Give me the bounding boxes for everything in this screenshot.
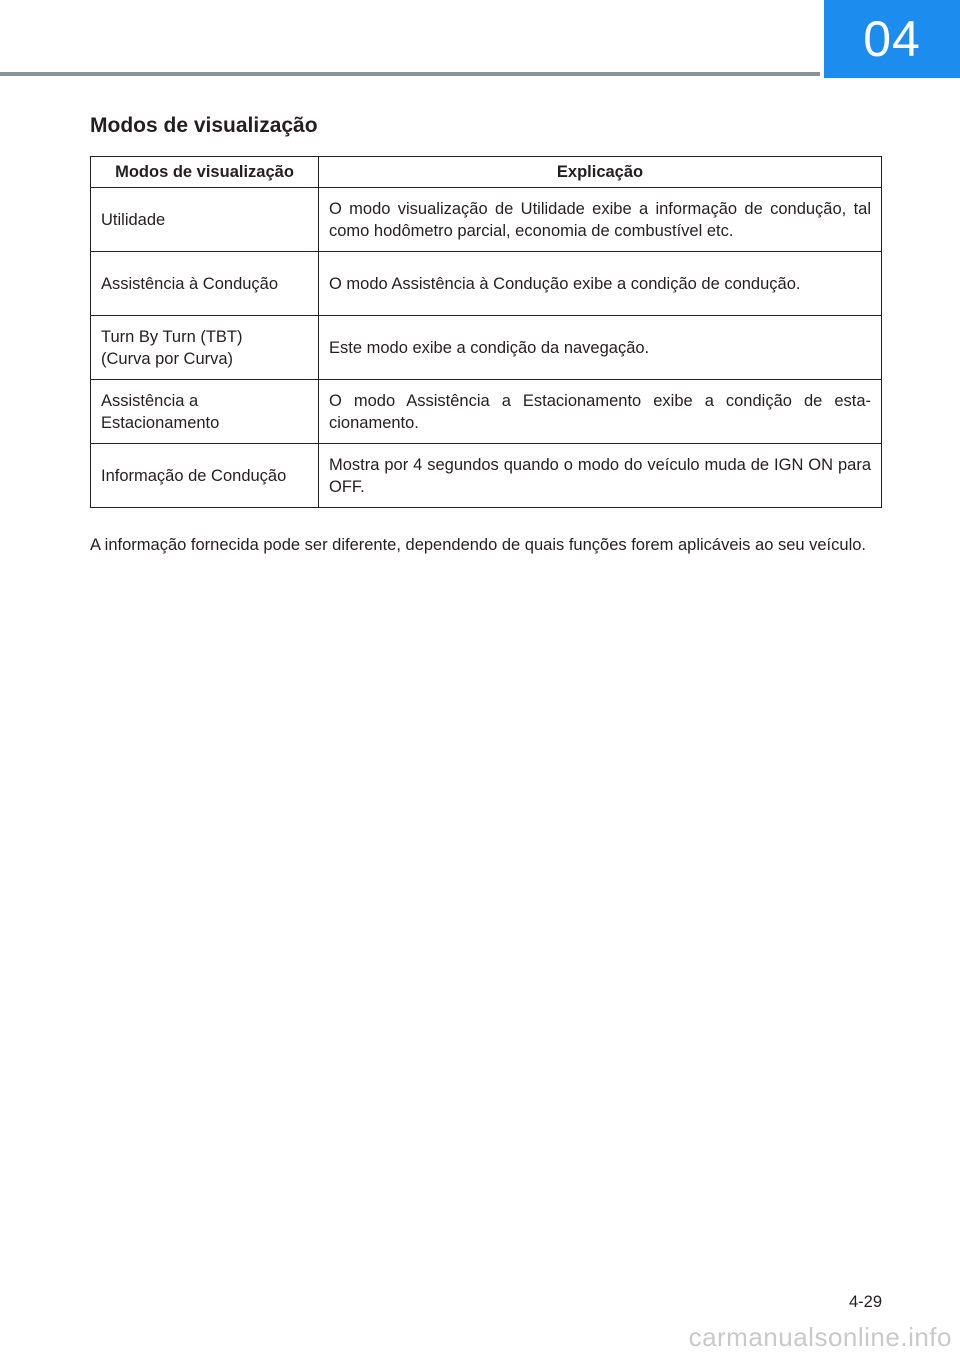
table-row — [91, 380, 882, 444]
section-title: Modos de visualização — [90, 114, 318, 137]
mode-text: Assistência à Condução — [101, 274, 279, 293]
watermark-text: carmanualsonline.info — [688, 1322, 952, 1352]
mode-cell — [91, 188, 319, 252]
mode-text: Informação de Condução — [101, 466, 287, 485]
modes-table — [90, 156, 882, 508]
table-row — [91, 188, 882, 252]
table-row — [91, 444, 882, 508]
column-header-explanation: Explicação — [319, 157, 882, 188]
explanation-text: Mostra por 4 segundos quando o modo do veículo muda de IGN ON para OFF. — [329, 455, 871, 496]
mode-cell — [91, 380, 319, 444]
mode-cell — [91, 444, 319, 508]
chapter-tab: 04 — [824, 0, 960, 78]
table-header-row — [91, 157, 882, 188]
explanation-text: O modo visualização de Utilidade exibe a informação de condução, tal como hodômetro parcial, economia de combustível etc. — [329, 199, 871, 240]
page-number: 4-29 — [848, 1293, 882, 1311]
table-row — [91, 252, 882, 316]
mode-text: Turn By Turn (TBT) (Curva por Curva) — [101, 327, 243, 368]
explanation-cell — [319, 444, 882, 508]
explanation-cell — [319, 252, 882, 316]
explanation-cell — [319, 380, 882, 444]
mode-text: Utilidade — [101, 210, 166, 229]
mode-text: Assistência a Estacionamento — [101, 391, 220, 432]
explanation-cell — [319, 188, 882, 252]
note-paragraph: A informação fornecida pode ser diferente, dependendo de quais funções forem aplicáveis ao seu veículo. — [90, 536, 866, 554]
explanation-text: O modo Assistência à Condução exibe a condição de condução. — [329, 274, 801, 293]
column-header-mode: Modos de visualização — [91, 157, 319, 188]
header-rule — [0, 72, 820, 76]
mode-cell — [91, 252, 319, 316]
explanation-cell — [319, 316, 882, 380]
explanation-text: O modo Assistência a Estacionamento exibe a condição de esta-cionamento. — [329, 391, 871, 432]
mode-cell — [91, 316, 319, 380]
explanation-text: Este modo exibe a condição da navegação. — [329, 338, 650, 357]
table-row — [91, 316, 882, 380]
